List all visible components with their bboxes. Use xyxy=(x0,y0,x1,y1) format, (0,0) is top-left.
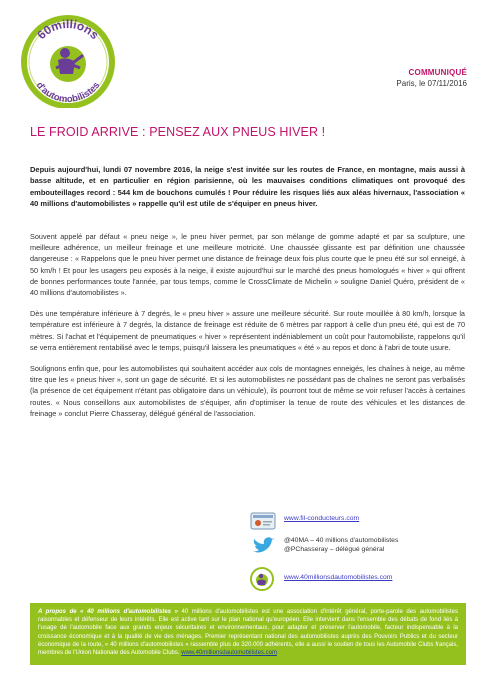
about-description: 40 millions d'automobilistes est une association d'intérêt général, porte-parole des automobilistes raisonnables et défenseur de leurs intérêts. Elle est active tant sur le plan national qu'européen. Elle intervient dans l'ensemble des débats de fond liés à l'usage de l'automobile face aux grands enjeux sécuritaires et environnementaux, pour adapter et préserver l'automobile, facteur indispensable à la croissance économique et à la qualité de vie des ménages. Premier représentant national des automobilistes auprès des Pouvoirs Publics et du secteur économique de la route, « 40 millions d'automobilistes » rassemble plus de 320.000 adhérents, elle a aussi le soutien de tous les Automobile Clubs français, membres de l'Union Nationale des Automobile Clubs. xyxy=(38,609,459,657)
press-place-date: Paris, le 07/11/2016 xyxy=(396,79,467,88)
contact-row-twitter xyxy=(250,535,470,567)
site-link-fil-conducteurs[interactable]: www.fil-conducteurs.com xyxy=(284,515,360,522)
press-header xyxy=(396,68,467,88)
body-paragraph-2: Dès une température inférieure à 7 degrés, le « pneu hiver » assure une meilleure sécurité. Sur route mouillée à 80 km/h, lorsque la température est inférieure à 7 degrés, la distance de freinage est réduite de 6 mètres par rapport à celle d'un pneu été, qui est de 70 mètres. Si l'achat et l'équipement de pneumatiques « hiver » représentent indéniablement un coût pour l'automobiliste, rappelons qu'il se verra entièrement rentabilisé avec le temps, puisqu'il laissera les pneumatiques « été » au repos et donc à l'abri de toute usure. xyxy=(30,309,465,352)
contacts-block xyxy=(250,511,470,593)
site-link-40millions[interactable]: www.40millionsdautomobilistes.com xyxy=(284,574,393,581)
body-paragraph-3: Soulignons enfin que, pour les automobilistes qui souhaitent accéder aux cols de montagnes enneigés, les chaînes à neige, au même titre que les « pneus hiver », sont un gage de sécurité. Et si les automobilistes ne possédant pas de chaînes ne seront pas verbalisés (la présence de cet équipement n'étant pas obligatoire dans un véhicule), ils pourront tout de même se voir refuser l'accès à certaines routes. « Nous conseillons aux automobilistes de s'équiper, afin d'optimiser la tenue de route des véhicules et les distances de freinage » conclut Pierre Chasseray, délégué général de l'association. xyxy=(30,364,465,418)
lead-paragraph: Depuis aujourd'hui, lundi 07 novembre 2016, la neige s'est invitée sur les routes de France, en montagne, mais aussi à basse altitude, et en particulier en région parisienne, où les mauvaises conditions climatiques ont provoqué des embouteillages record : 544 km de bouchons cumulés ! Pour réduire les risques liés aux aléas hivernaux, l'association « 40 millions d'automobilistes » rappelle qu'il est utile de s'équiper en pneus hiver. xyxy=(30,165,465,209)
footer-site-link[interactable]: www.40millionsdautomobilistes.com xyxy=(181,650,277,657)
body-text xyxy=(30,231,465,429)
body-paragraph-1: Souvent appelé par défaut « pneu neige », le pneu hiver permet, par son mélange de gomme adapté et par sa sculpture, une meilleure adhérence, un meilleur freinage et une meilleure motricité. Une chaussée glissante est par définition une chaussée dangereuse : « Rappelons que le pneu hiver permet une distance de freinage deux fois plus courte que le pneu été sur sol enneigé, à 50 km/h ! Et pour les usagers peu exposés à la neige, il existe aujourd'hui sur le marché des pneus homologués « hiver » qui offrent de bonnes performances toute l'année, par tous temps, comme le CrossClimate de Michelin » souligne Daniel Quéro, président de « 40 millions d'automobilistes ». xyxy=(30,232,465,298)
contact-row-site2 xyxy=(250,567,470,593)
about-text xyxy=(38,608,458,657)
association-badge-icon xyxy=(250,567,274,596)
about-footer xyxy=(30,603,466,665)
about-label: A propos de « 40 millions d'automobilistes » xyxy=(38,609,178,615)
association-logo xyxy=(20,12,116,108)
twitter-bird-icon xyxy=(250,535,276,564)
twitter-handle-pchasseray[interactable]: @PChasseray – délégué général xyxy=(284,546,385,553)
page-title: LE FROID ARRIVE : PENSEZ AUX PNEUS HIVER ! xyxy=(30,125,326,139)
press-kind: COMMUNIQUÉ xyxy=(408,68,467,77)
logo-top-text: 60millions xyxy=(34,16,102,43)
website-globe-icon xyxy=(250,511,276,536)
contact-row-site1 xyxy=(250,511,470,535)
logo-bottom-text: d'automobilistes xyxy=(33,79,103,106)
twitter-handle-40ma[interactable]: @40MA – 40 millions d'automobilistes xyxy=(284,537,399,544)
logo-emblem-icon xyxy=(20,12,116,108)
twitter-handles xyxy=(284,536,398,554)
